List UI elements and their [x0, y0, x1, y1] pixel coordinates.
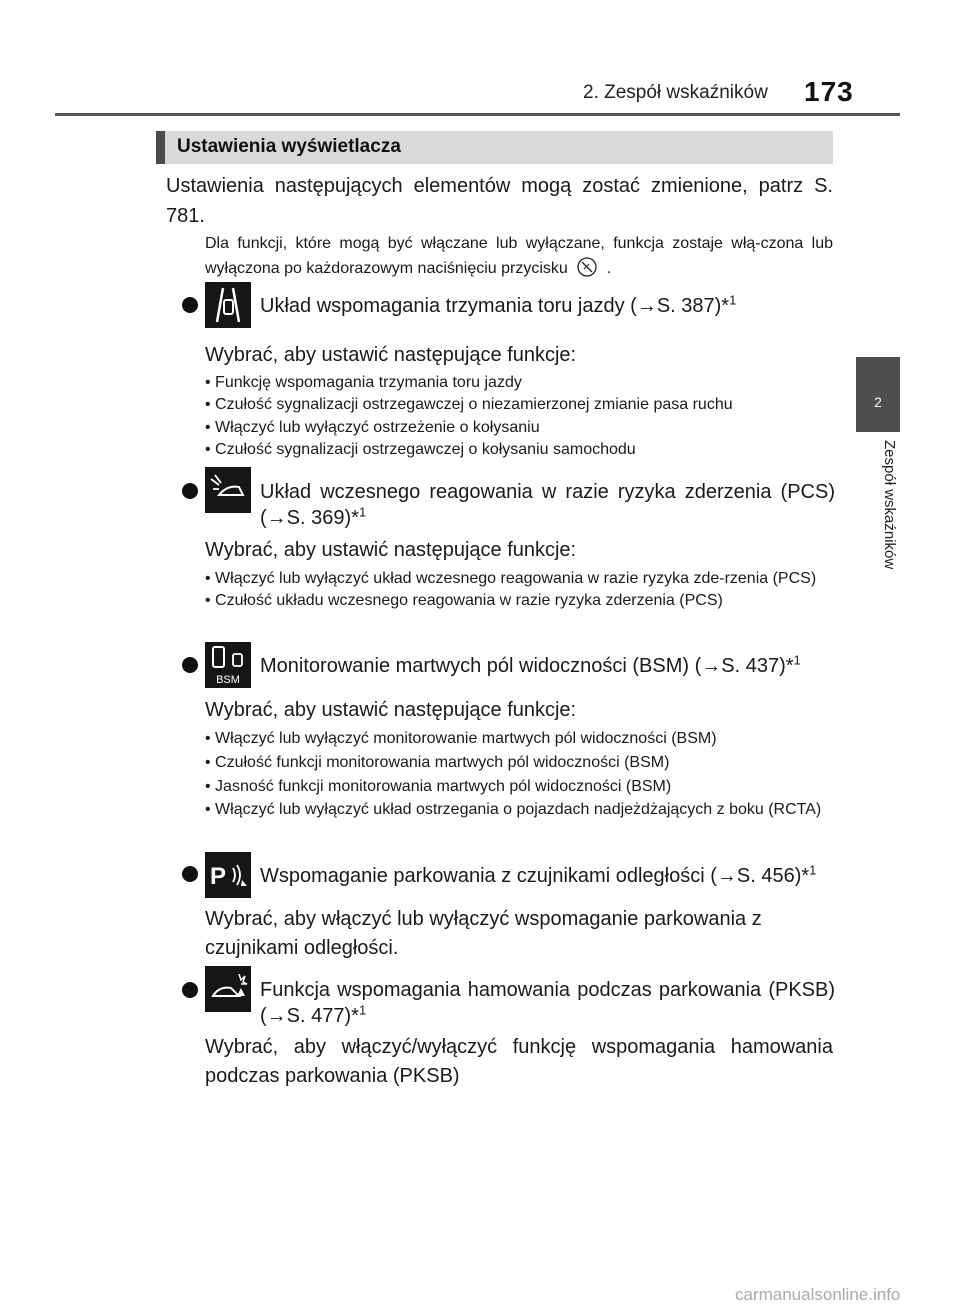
section-intro: Ustawienia następujących elementów mogą zostać zmienione, patrz S. 781. — [166, 175, 833, 227]
item-desc-pcs: Wybrać, aby ustawić następujące funkcje: — [205, 539, 577, 561]
note-end: . — [606, 259, 612, 277]
chapter-header: 2. Zespół wskaźników — [583, 82, 768, 103]
list-item: • Funkcję wspomagania trzymania toru jazdy — [205, 374, 522, 391]
svg-text:BSM: BSM — [216, 674, 240, 686]
list-item: • Jasność funkcji monitorowania martwych pól widoczności (BSM) — [205, 778, 672, 795]
item-title-lta: Układ wspomagania trzymania toru jazdy (→S. 387)*$^1$ — [260, 292, 737, 317]
blind-spot-monitor-icon — [205, 642, 251, 688]
lane-keep-assist-icon — [205, 282, 251, 328]
list-item: • Włączyć lub wyłączyć układ wczesnego reagowania w razie ryzyka zde-rzenia (PCS) — [205, 570, 817, 587]
parking-brake-support-icon — [205, 966, 251, 1012]
item-title-pksb: Funkcja wspomagania hamowania podczas parkowania (PKSB) (→S. 477)*$^1$ — [260, 979, 835, 1028]
bullet-icon — [182, 866, 198, 882]
bullet-icon — [182, 297, 198, 313]
svg-text:P: P — [209, 863, 227, 890]
item-title-pcs: Układ wczesnego reagowania w razie ryzyka zderzenia (PCS) (→S. 369)*$^1$ — [260, 481, 835, 530]
list-item: • Włączyć lub wyłączyć monitorowanie martwych pól widoczności (BSM) — [205, 730, 717, 747]
section-title: Ustawienia wyświetlacza — [177, 136, 401, 157]
list-item: • Czułość funkcji monitorowania martwych pól widoczności (BSM) — [205, 754, 670, 771]
list-item: • Włączyć lub wyłączyć ostrzeżenie o kołysaniu — [205, 418, 540, 436]
list-item: • Czułość sygnalizacji ostrzegawczej o kołysaniu samochodu — [205, 441, 636, 459]
list-item: • Włączyć lub wyłączyć układ ostrzegania o pojazdach nadjeżdżających z boku (RCTA) — [205, 801, 822, 818]
bullet-icon — [182, 483, 198, 499]
item-subs-pcs — [205, 568, 833, 613]
item-title-parking-sensor: Wspomaganie parkowania z czujnikami odległości (→S. 456)*$^1$ — [260, 862, 817, 887]
watermark-link[interactable]: carmanualsonline.info — [735, 1285, 901, 1304]
page-number: 173 — [804, 76, 854, 107]
header-rule — [55, 113, 900, 116]
section-note — [205, 232, 833, 280]
side-tab-label: Zespół wskaźników — [881, 440, 898, 570]
section-title-bar — [156, 131, 833, 164]
list-item: • Czułość sygnalizacji ostrzegawczej o niezamierzonej zmianie pasa ruchu — [205, 396, 733, 414]
side-tab-number: 2 — [856, 357, 900, 432]
pre-collision-system-icon — [205, 467, 251, 513]
item-desc-pksb: Wybrać, aby włączyć/wyłączyć funkcję wspomagania hamowania podczas parkowania (PKSB) — [205, 1036, 833, 1088]
steering-switch-icon — [576, 256, 598, 278]
item-desc-parking-sensor: Wybrać, aby włączyć lub wyłączyć wspomaganie parkowania z czujnikami odległości. — [205, 908, 762, 960]
item-subs-lta — [205, 372, 833, 462]
bullet-icon — [182, 982, 198, 998]
list-item: • Czułość układu wczesnego reagowania w razie ryzyka zderzenia (PCS) — [205, 592, 723, 610]
note-text: Dla funkcji, które mogą być włączane lub wyłączane, funkcja zostaje włą-czona lub wyłączona po każdorazowym naciśnięciu przycisku — [205, 235, 833, 277]
item-subs-bsm — [205, 727, 833, 821]
bullet-icon — [182, 657, 198, 673]
item-desc-bsm: Wybrać, aby ustawić następujące funkcje: — [205, 699, 577, 721]
parking-sensor-icon — [205, 852, 251, 898]
item-desc-lta: Wybrać, aby ustawić następujące funkcje: — [205, 344, 577, 366]
item-title-bsm: Monitorowanie martwych pól widoczności (BSM) (→S. 437)*$^1$ — [260, 652, 801, 677]
